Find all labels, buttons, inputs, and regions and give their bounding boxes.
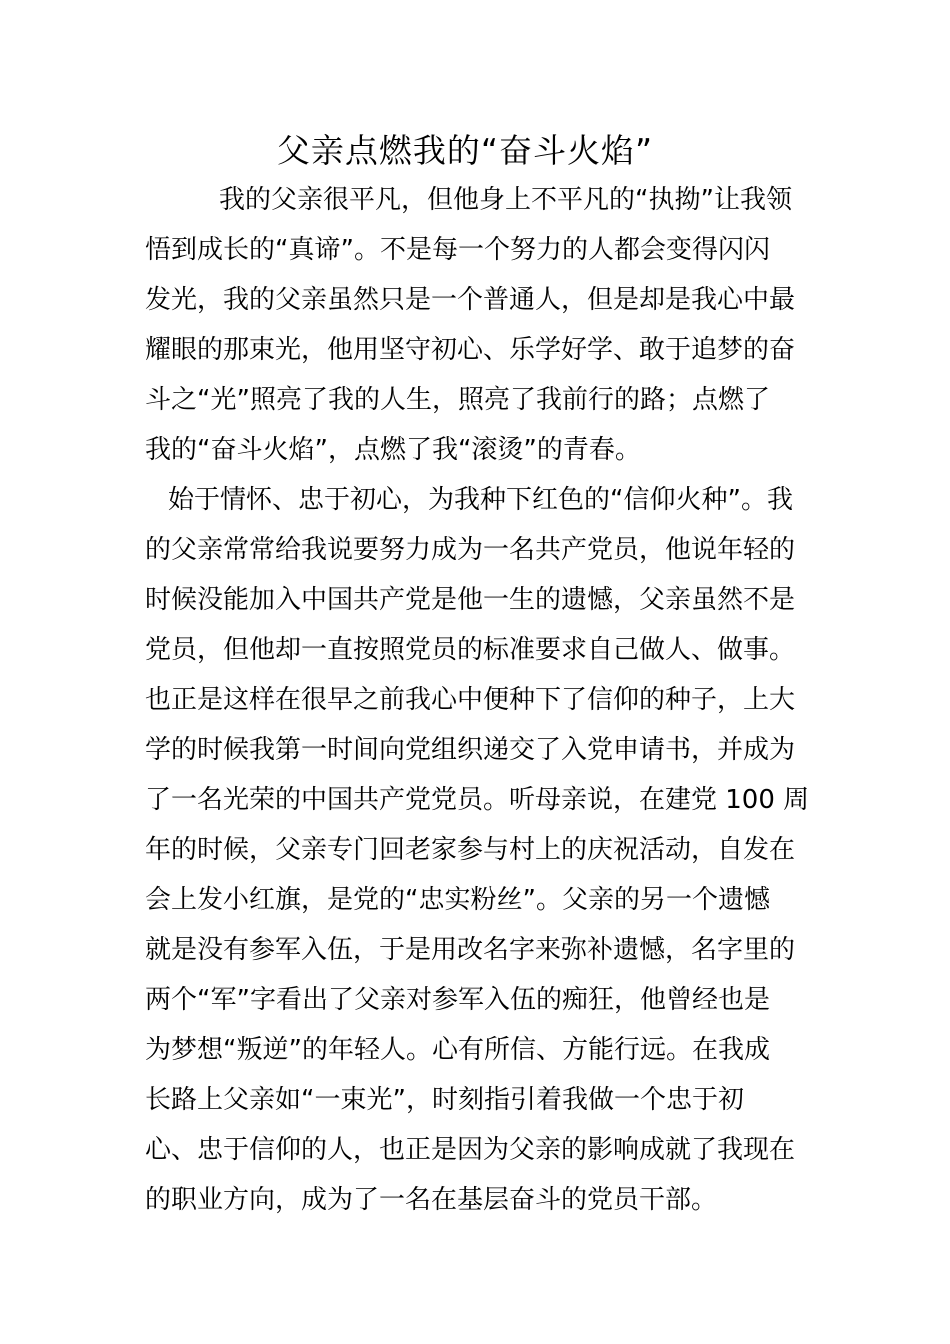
paragraph-2-line-1: 始于情怀、忠于初心，为我种下红色的“信仰火种”。我: [168, 485, 793, 515]
paragraph-1-line-4: 耀眼的那束光，他用坚守初心、乐学好学、敢于追梦的奋: [145, 335, 796, 365]
paragraph-2-line-11: 两个“军”字看出了父亲对参军入伍的痴狂，他曾经也是: [145, 985, 770, 1015]
paragraph-2-line-5: 也正是这样在很早之前我心中便种下了信仰的种子，上大: [145, 685, 796, 715]
paragraph-2-line-13: 长路上父亲如“一束光”，时刻指引着我做一个忠于初: [145, 1085, 744, 1115]
paragraph-1-line-6: 我的“奋斗火焰”，点燃了我“滚烫”的青春。: [145, 435, 641, 465]
paragraph-2-line-12: 为梦想“叛逆”的年轻人。心有所信、方能行远。在我成: [145, 1035, 770, 1065]
paragraph-2-line-8: 年的时候，父亲专门回老家参与村上的庆祝活动，自发在: [145, 835, 796, 865]
paragraph-1-line-5: 斗之“光”照亮了我的人生，照亮了我前行的路；点燃了: [145, 385, 770, 415]
paragraph-2-line-10: 就是没有参军入伍，于是用改名字来弥补遗憾，名字里的: [145, 935, 796, 965]
paragraph-1-line-3: 发光，我的父亲虽然只是一个普通人，但是却是我心中最: [145, 285, 796, 315]
paragraph-2-line-9: 会上发小红旗，是党的“忠实粉丝”。父亲的另一个遗憾: [145, 885, 770, 915]
paragraph-2-line-6: 学的时候我第一时间向党组织递交了入党申请书，并成为: [145, 735, 796, 765]
paragraph-1-line-2: 悟到成长的“真谛”。不是每一个努力的人都会变得闪闪: [145, 235, 770, 265]
document-title: 父亲点燃我的“奋斗火焰”: [276, 131, 654, 170]
paragraph-2-line-4: 党员，但他却一直按照党员的标准要求自己做人、做事。: [145, 635, 796, 665]
paragraph-2-line-14: 心、忠于信仰的人，也正是因为父亲的影响成就了我现在: [145, 1135, 796, 1165]
paragraph-1-line-1: 我的父亲很平凡，但他身上不平凡的“执拗”让我领: [219, 185, 792, 215]
paragraph-2-line-15: 的职业方向，成为了一名在基层奋斗的党员干部。: [145, 1185, 718, 1215]
paragraph-2-line-3: 时候没能加入中国共产党是他一生的遗憾，父亲虽然不是: [145, 585, 796, 615]
paragraph-2-line-7: 了一名光荣的中国共产党党员。听母亲说，在建党 100 周: [145, 785, 810, 815]
paragraph-2-line-2: 的父亲常常给我说要努力成为一名共产党员，他说年轻的: [145, 535, 796, 565]
